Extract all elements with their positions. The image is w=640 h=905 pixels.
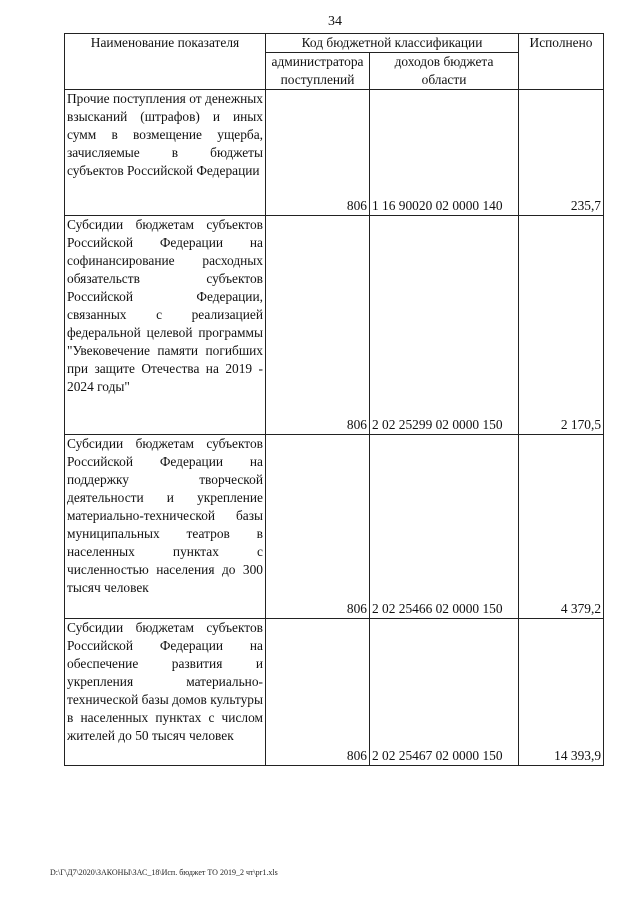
header-regional-budget-income: доходов бюджета области	[370, 53, 519, 90]
row-administrator-code: 806	[266, 619, 370, 766]
row-income-code: 2 02 25467 02 0000 150	[370, 619, 519, 766]
row-executed-amount: 14 393,9	[519, 619, 604, 766]
row-administrator-code: 806	[266, 435, 370, 619]
budget-execution-table	[64, 33, 604, 766]
page-number: 34	[328, 14, 342, 29]
row-income-code: 1 16 90020 02 0000 140	[370, 90, 519, 216]
table-row	[65, 435, 604, 619]
header-budget-classification-code: Код бюджетной классификации	[266, 34, 519, 53]
table-row	[65, 619, 604, 766]
row-administrator-code: 806	[266, 216, 370, 435]
table-row	[65, 90, 604, 216]
row-indicator-name: Субсидии бюджетам субъектов Российской Федерации на софинансирование расходных обязательств субъектов Российской Федерации, связанных с реализацией федеральной целевой программы "Увековечение памяти погибших при защите Отечества на 2019 - 2024 годы"	[65, 216, 266, 435]
row-income-code: 2 02 25299 02 0000 150	[370, 216, 519, 435]
row-executed-amount: 2 170,5	[519, 216, 604, 435]
row-indicator-name: Субсидии бюджетам субъектов Российской Федерации на поддержку творческой деятельности и укрепление материально-технической базы муниципальных театров в населенных пунктах с численностью населения до 300 тысяч человек	[65, 435, 266, 619]
row-administrator-code: 806	[266, 90, 370, 216]
row-executed-amount: 235,7	[519, 90, 604, 216]
row-income-code: 2 02 25466 02 0000 150	[370, 435, 519, 619]
row-indicator-name: Прочие поступления от денежных взысканий (штрафов) и иных сумм в возмещение ущерба, зачисляемые в бюджеты субъектов Российской Федерации	[65, 90, 266, 216]
header-administrator: администратора поступлений	[266, 53, 370, 90]
row-executed-amount: 4 379,2	[519, 435, 604, 619]
header-executed: Исполнено	[519, 34, 604, 90]
header-indicator-name: Наименование показателя	[65, 34, 266, 90]
row-indicator-name: Субсидии бюджетам субъектов Российской Федерации на обеспечение развития и укрепления материально-технической базы домов культуры в населенных пунктах с числом жителей до 50 тысяч человек	[65, 619, 266, 766]
table-row	[65, 216, 604, 435]
file-path-footer: D:\Г\Д7\2020\ЗАКОНЫ\ЗАС_18\Исп. бюджет ТО 2019_2 чт\pr1.xls	[50, 868, 278, 877]
